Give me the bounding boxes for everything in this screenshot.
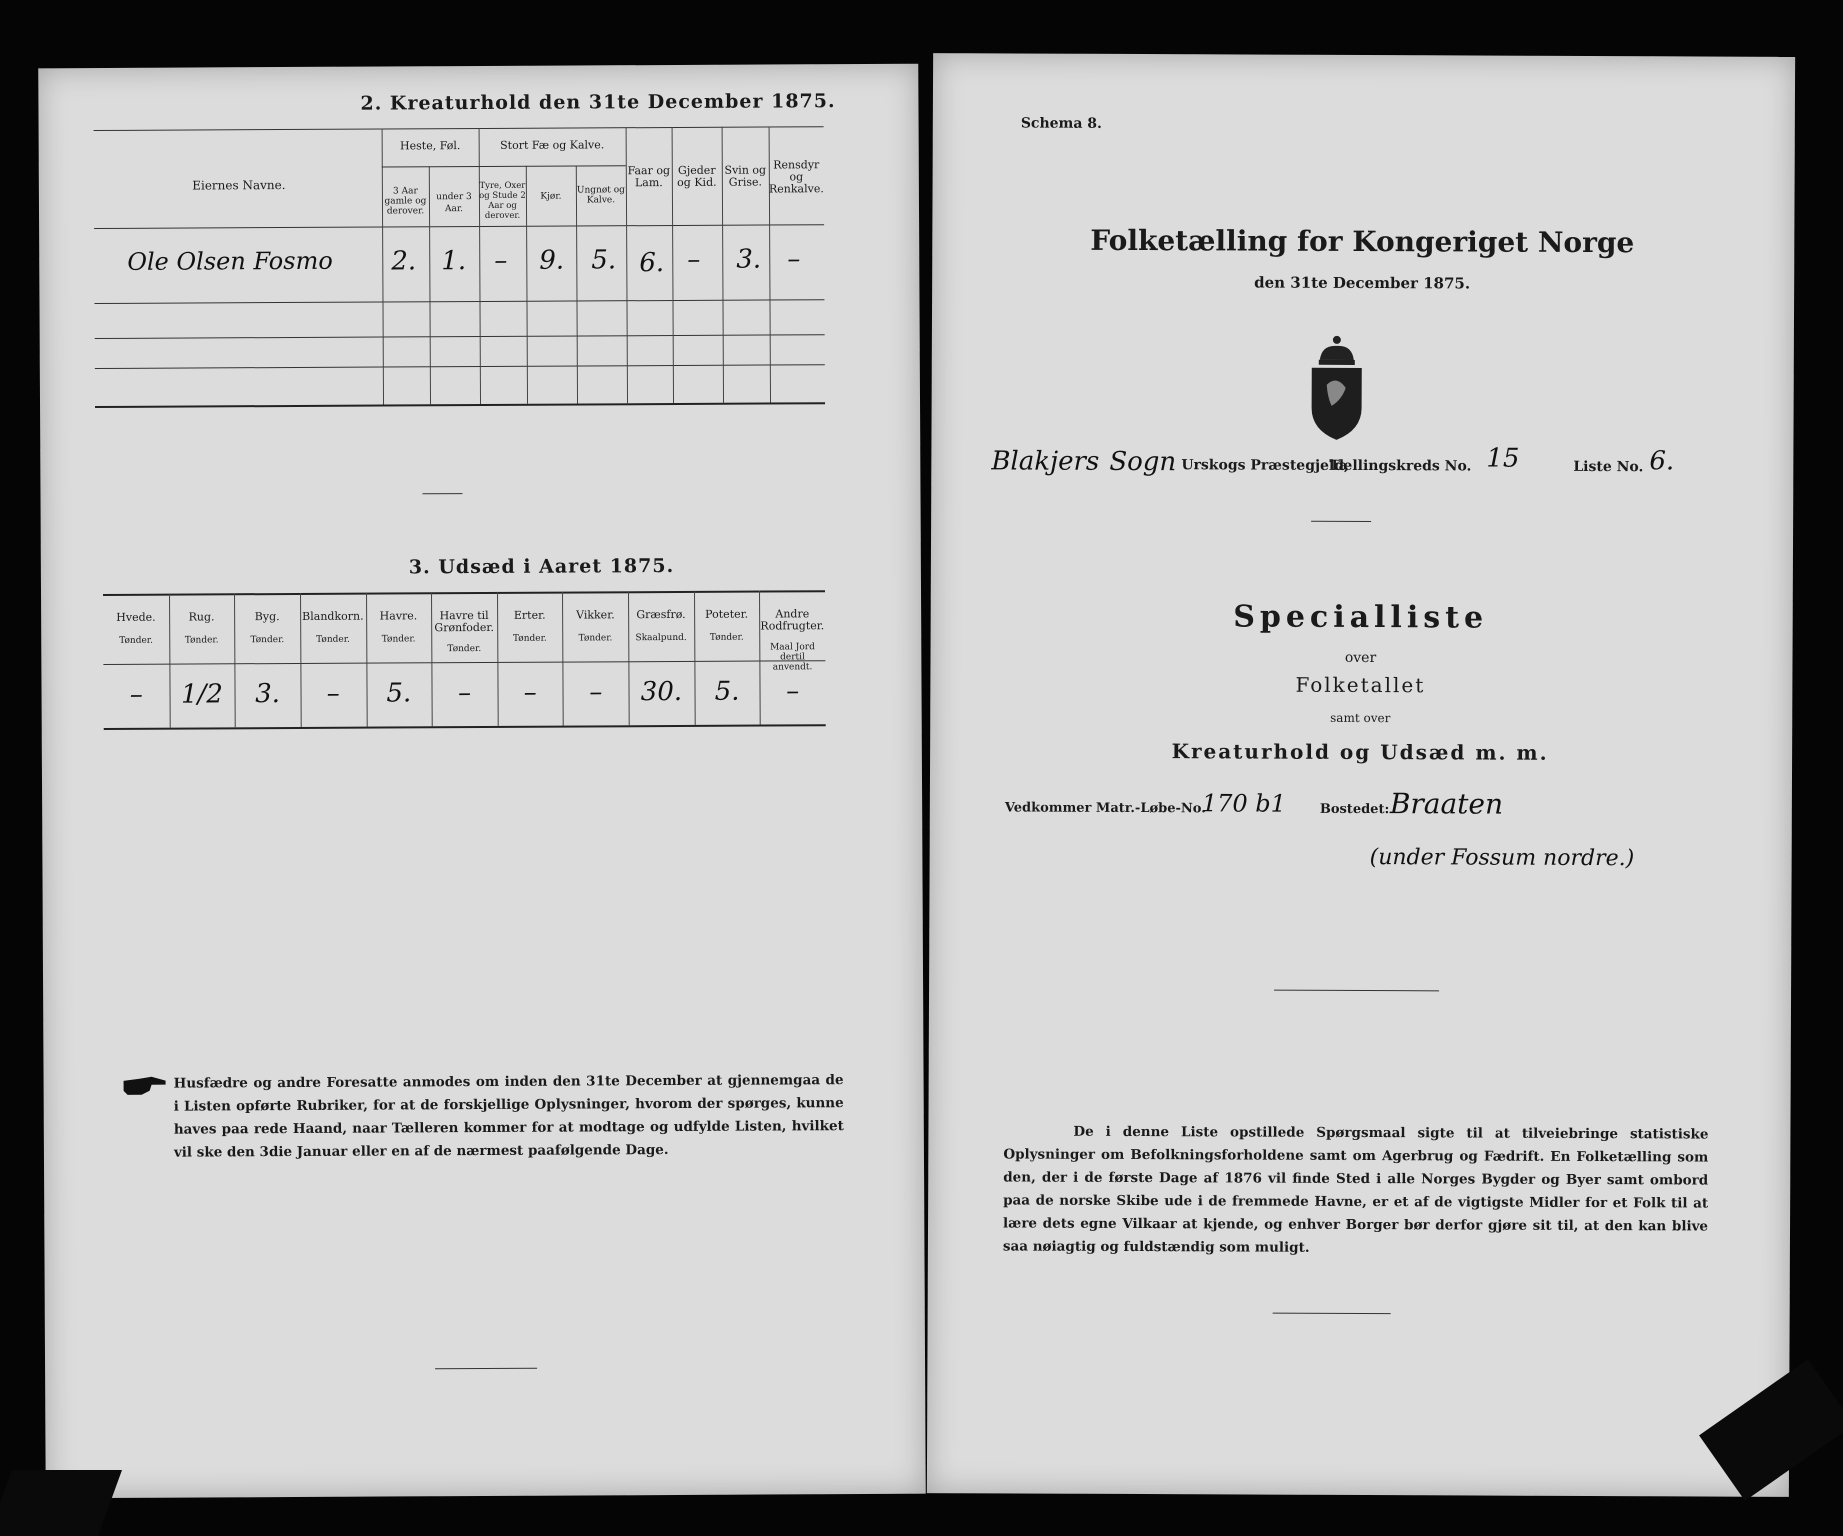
gjeder-value: – [687,244,701,275]
seed-col-unit: Tønder. [447,644,482,655]
col-heste-3aar: 3 Aar gamle og derover. [384,186,427,217]
date-line: den 31te December 1875. [1254,273,1471,293]
sogn-value: Blakjers [991,446,1100,477]
info-paragraph: De i denne Liste opstillede Spørgsmaal sigte til at tilveiebringe statistiske Oplysninger om Befolkningsforholdene samt om Agerbrug og Fædrift. En Folketælling som den, der i de første Dage af 1876 vil finde Sted i alle Norges Bygder og Byer samt ombord paa de norske Skibe ude i de fremmede Havne, er et af de vigtigste Midler for et Folk til at lære dets egne Vilkaar at kjende, og enhver Borger bør derfor gjøre sit til, at den kan blive saa nøiagtig og fuldstændig som muligt. [1002,1123,1709,1256]
col-rensdyr: Rensdyr og Renkalve. [768,158,824,196]
seed-value: – [326,678,340,709]
over-text-1: over [1344,649,1377,667]
seed-col-header: Vikker. [576,608,615,622]
folketallet-text: Folketallet [1295,672,1426,698]
col-gjeder: Gjeder og Kid. [677,163,717,189]
col-svin: Svin og Grise. [724,163,767,189]
seed-col-unit: Maal Jord dertil anvendt. [770,642,815,673]
seed-col-header: Rug. [188,610,215,624]
rensdyr-value: – [787,244,801,275]
seed-value: – [457,678,472,709]
table-top-rule [94,126,824,131]
tyre-value: – [494,245,508,276]
right-page [927,53,1795,1497]
seed-col-unit: Tønder. [512,633,547,644]
seed-value: – [129,679,143,710]
notice-text: Husfædre og andre Foresatte anmodes om inden den 31te December at gjennemgaa de i Listen opførte Rubriker, for at de forskjellige Oplysninger, hvorom der spørges, kunne haves paa rede Haand, naar Tælleren kommer for at modtage og udfylde Listen, hvilket vil ske den 3die Januar eller en af de nærmest paafølgende Dage. [173,1072,844,1161]
matr-label: Vedkommer Matr.-Løbe-No. [1004,800,1206,817]
bosted-note: (under Fossum nordre.) [1369,845,1635,872]
bottom-dash [435,1368,537,1370]
bosted-value: Braaten [1389,787,1504,821]
seed-col-unit: Tønder. [709,632,744,643]
table-header-rule [94,224,824,229]
seed-col-unit: Tønder. [316,634,350,645]
left-page [38,64,925,1499]
schema-label: Schema 8. [1020,115,1102,132]
corner-tab-left [0,1470,122,1536]
kreaturhold-heading: Kreaturhold og Udsæd m. m. [1171,739,1549,765]
faar-value: 6. [639,248,665,279]
seed-col-unit: Tønder. [119,635,153,646]
divider-dash [422,493,462,494]
sogn-label: Sogn [1109,446,1177,478]
svin-value: 3. [736,244,762,275]
main-title: Folketælling for Kongeriget Norge [1090,223,1635,260]
ungnot-value: 5. [591,245,617,276]
seed-col-header: Andre Rodfrugter. [760,607,825,633]
kjor-value: 9. [539,245,565,276]
seed-value: 3. [255,679,281,710]
seed-col-unit: Tønder. [578,633,613,644]
seed-col-unit: Skaalpund. [635,632,687,644]
seed-col-header: Blandkorn. [302,609,364,623]
col-kjor: Kjør. [540,191,562,202]
section3-title: 3. Udsæd i Aaret 1875. [408,554,675,579]
col-owner-header: Eiernes Navne. [192,178,286,193]
seed-value: 5. [714,676,740,707]
seed-col-header: Havre til Grønfoder. [434,608,494,635]
seed-value: 1/2 [180,679,223,710]
seed-value: 5. [386,678,412,709]
seed-value: 30. [640,676,683,708]
pointing-hand-icon [122,1075,168,1097]
seed-table-top-rule [103,590,825,596]
col-heste-under: under 3 Aar. [436,192,472,215]
seed-col-header: Havre. [379,609,418,623]
seed-col-unit: Tønder. [381,634,416,645]
heste-3aar-value: 2. [391,246,417,277]
col-tyre: Tyre, Oxer og Stude 2 Aar og derover. [479,180,526,221]
owner-name: Ole Olsen Fosmo [127,246,333,276]
seed-col-unit: Tønder. [250,635,285,646]
tellingskreds-value: 15 [1486,443,1520,474]
seed-value: – [523,677,537,708]
seed-col-header: Erter. [513,608,546,622]
seed-col-header: Poteter. [705,607,749,621]
seed-col-header: Græsfrø. [636,607,686,622]
specialliste-heading: Specialliste [1233,599,1489,636]
group-stortfae-header: Stort Fæ og Kalve. [500,138,605,152]
group-heste-header: Heste, Føl. [399,139,461,153]
tellingskreds-label: Tællingskreds No. [1329,457,1472,475]
section2-title: 2. Kreaturhold den 31te December 1875. [360,90,836,115]
col-ungnot: Ungnøt og Kalve. [576,185,625,206]
heste-under-value: 1. [441,246,467,277]
coat-of-arms-icon [1301,330,1371,442]
matr-value: 170 b1 [1201,789,1287,818]
seed-value: – [786,676,800,707]
seed-col-unit: Tønder. [184,635,219,646]
liste-value: 6. [1649,446,1675,477]
col-faar: Faar og Lam. [627,164,671,190]
prestegjeld-label: Urskogs Præstegjeld, [1181,457,1349,474]
seed-value: – [589,677,603,708]
seed-col-header: Byg. [254,610,280,624]
liste-label: Liste No. [1573,458,1644,476]
samt-over-text: samt over [1330,710,1391,726]
seed-col-header: Hvede. [116,610,156,624]
bosted-label: Bostedet: [1319,801,1390,818]
